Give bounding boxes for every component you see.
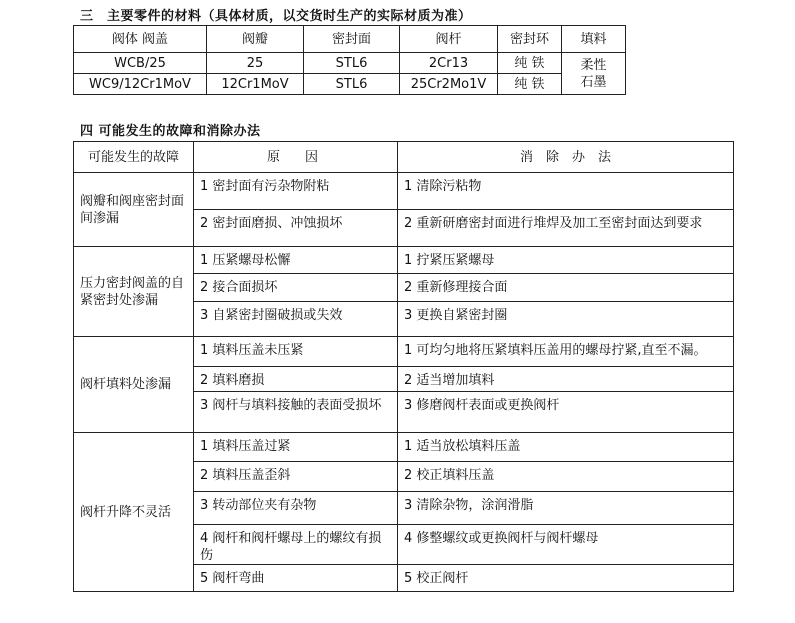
fault-category: 阀杆填料处渗漏 (74, 337, 194, 433)
fault-header-row (74, 142, 734, 173)
materials-cell: 纯 铁 (498, 74, 562, 95)
fault-remedy: 1 适当放松填料压盖 (398, 433, 734, 462)
fault-remedy: 2 重新研磨密封面进行堆焊及加工至密封面达到要求 (398, 210, 734, 247)
materials-header-row (74, 26, 626, 53)
fault-header-remedy: 消 除 办 法 (398, 142, 734, 173)
fault-cause: 1 压紧螺母松懈 (194, 247, 398, 274)
fault-category: 阀瓣和阀座密封面间渗漏 (74, 173, 194, 247)
fault-cause: 1 填料压盖未压紧 (194, 337, 398, 367)
fault-row (74, 337, 734, 367)
fault-remedy: 2 校正填料压盖 (398, 462, 734, 492)
fault-cause: 1 密封面有污杂物附粘 (194, 173, 398, 210)
materials-header-body: 阀体 阀盖 (74, 26, 207, 53)
packing-line-2: 石墨 (580, 74, 607, 90)
fault-cause: 1 填料压盖过紧 (194, 433, 398, 462)
fault-remedy: 2 适当增加填料 (398, 367, 734, 392)
materials-row (74, 74, 626, 95)
fault-remedy: 3 清除杂物，涂润滑脂 (398, 492, 734, 525)
fault-remedy: 1 可均匀地将压紧填料压盖用的螺母拧紧,直至不漏。 (398, 337, 734, 367)
fault-cause: 3 转动部位夹有杂物 (194, 492, 398, 525)
materials-cell: STL6 (304, 74, 400, 95)
fault-remedy: 2 重新修理接合面 (398, 274, 734, 302)
packing-line-1: 柔性 (580, 57, 607, 73)
materials-header-seal-ring: 密封环 (498, 26, 562, 53)
fault-header-cause: 原 因 (194, 142, 398, 173)
fault-header-fault: 可能发生的故障 (74, 142, 194, 173)
fault-cause: 2 填料压盖歪斜 (194, 462, 398, 492)
fault-remedy: 3 修磨阀杆表面或更换阀杆 (398, 392, 734, 433)
materials-cell: WC9/12Cr1MoV (74, 74, 207, 95)
fault-remedy: 4 修整螺纹或更换阀杆与阀杆螺母 (398, 525, 734, 565)
fault-cause: 5 阀杆弯曲 (194, 565, 398, 592)
fault-remedy: 1 清除污粘物 (398, 173, 734, 210)
materials-header-packing: 填料 (562, 26, 626, 53)
materials-row (74, 53, 626, 74)
fault-cause: 4 阀杆和阀杆螺母上的螺纹有损伤 (194, 525, 398, 565)
fault-remedy: 1 拧紧压紧螺母 (398, 247, 734, 274)
fault-table (73, 141, 734, 592)
fault-category: 阀杆升降不灵活 (74, 433, 194, 592)
section3-title: 三 主要零件的材料（具体材质，以交货时生产的实际材质为准） (80, 9, 472, 24)
materials-cell: 25Cr2Mo1V (400, 74, 498, 95)
fault-row (74, 247, 734, 274)
materials-packing-cell (562, 53, 626, 95)
materials-cell: 25 (207, 53, 304, 74)
materials-header-stem: 阀杆 (400, 26, 498, 53)
section4-title: 四 可能发生的故障和消除办法 (80, 124, 261, 139)
fault-cause: 3 自紧密封圈破损或失效 (194, 302, 398, 337)
fault-cause: 3 阀杆与填料接触的表面受损坏 (194, 392, 398, 433)
fault-remedy: 3 更换自紧密封圈 (398, 302, 734, 337)
materials-header-seal-face: 密封面 (304, 26, 400, 53)
fault-row (74, 173, 734, 210)
materials-header-disc: 阀瓣 (207, 26, 304, 53)
materials-cell: WCB/25 (74, 53, 207, 74)
materials-table (73, 25, 626, 95)
fault-row (74, 433, 734, 462)
materials-cell: 2Cr13 (400, 53, 498, 74)
fault-cause: 2 填料磨损 (194, 367, 398, 392)
fault-category: 压力密封阀盖的自紧密封处渗漏 (74, 247, 194, 337)
materials-cell: 纯 铁 (498, 53, 562, 74)
fault-remedy: 5 校正阀杆 (398, 565, 734, 592)
materials-cell: 12Cr1MoV (207, 74, 304, 95)
fault-cause: 2 接合面损坏 (194, 274, 398, 302)
fault-cause: 2 密封面磨损、冲蚀损坏 (194, 210, 398, 247)
materials-cell: STL6 (304, 53, 400, 74)
